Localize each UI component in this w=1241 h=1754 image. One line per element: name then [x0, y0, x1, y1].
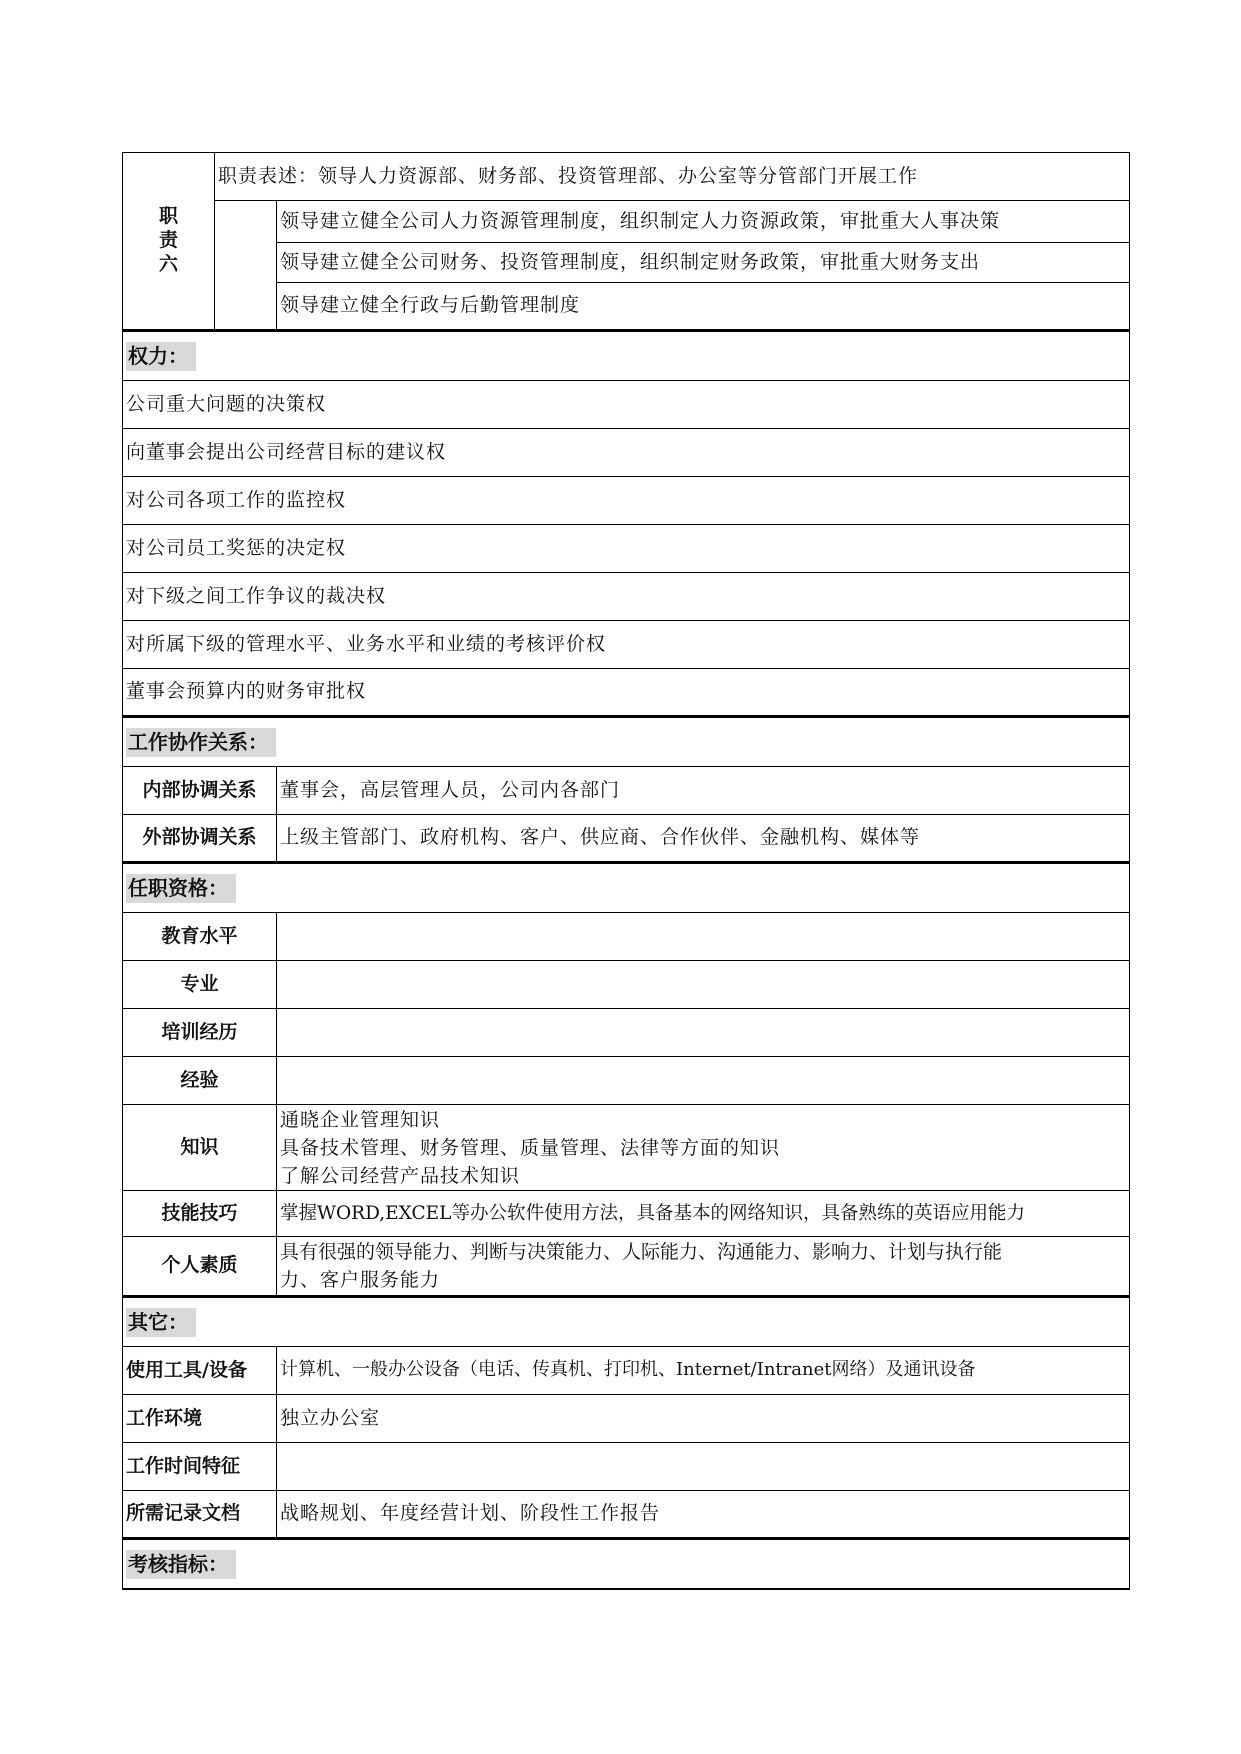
experience-value — [277, 1057, 1130, 1105]
qualification-row — [123, 1057, 1130, 1105]
job-description-table — [122, 152, 1130, 1590]
duty-label-char: 责 — [158, 229, 178, 252]
education-value — [277, 913, 1130, 961]
other-row — [123, 1395, 1130, 1443]
training-label: 培训经历 — [123, 1009, 277, 1057]
power-row — [123, 429, 1130, 477]
qualification-row — [123, 1009, 1130, 1057]
qualifications-section-row — [123, 863, 1130, 913]
qualification-row — [123, 913, 1130, 961]
other-row — [123, 1491, 1130, 1539]
cooperation-heading-cell — [123, 717, 1130, 767]
work-time-value — [277, 1443, 1130, 1491]
duty-label-char: 六 — [158, 252, 178, 275]
job-description-page — [122, 152, 1129, 1590]
training-value — [277, 1009, 1130, 1057]
power-item: 向董事会提出公司经营目标的建议权 — [123, 429, 1130, 477]
knowledge-line: 通晓企业管理知识 — [280, 1108, 441, 1131]
internal-coordination-label: 内部协调关系 — [123, 767, 277, 815]
power-row — [123, 573, 1130, 621]
internal-coordination-value: 董事会，高层管理人员，公司内各部门 — [277, 767, 1130, 815]
qualifications-heading-cell — [123, 863, 1130, 913]
cooperation-section-row — [123, 717, 1130, 767]
records-label: 所需记录文档 — [123, 1491, 277, 1539]
assessment-heading: 考核指标： — [126, 1550, 236, 1579]
assessment-section-row — [123, 1539, 1130, 1590]
power-item: 对下级之间工作争议的裁决权 — [123, 573, 1130, 621]
skills-label: 技能技巧 — [123, 1191, 277, 1237]
records-value: 战略规划、年度经营计划、阶段性工作报告 — [277, 1491, 1130, 1539]
major-label: 专业 — [123, 961, 277, 1009]
education-label: 教育水平 — [123, 913, 277, 961]
external-coordination-value: 上级主管部门、政府机构、客户、供应商、合作伙伴、金融机构、媒体等 — [277, 815, 1130, 863]
personal-quality-line: 具有很强的领导能力、判断与决策能力、人际能力、沟通能力、影响力、计划与执行能 — [280, 1241, 1003, 1263]
power-row — [123, 525, 1130, 573]
qualifications-heading: 任职资格： — [126, 874, 236, 903]
qualification-row — [123, 1105, 1130, 1191]
power-item: 董事会预算内的财务审批权 — [123, 669, 1130, 717]
knowledge-line: 具备技术管理、财务管理、质量管理、法律等方面的知识 — [280, 1136, 781, 1159]
cooperation-row — [123, 815, 1130, 863]
duty-item: 领导建立健全公司财务、投资管理制度，组织制定财务政策，审批重大财务支出 — [277, 243, 1130, 283]
power-item: 对公司各项工作的监控权 — [123, 477, 1130, 525]
duty-label-char: 职 — [158, 205, 178, 228]
powers-section-row — [123, 331, 1130, 381]
qualification-row — [123, 1237, 1130, 1297]
duty-item: 领导建立健全公司人力资源管理制度，组织制定人力资源政策，审批重大人事决策 — [277, 201, 1130, 243]
qualification-row — [123, 1191, 1130, 1237]
work-time-label: 工作时间特征 — [123, 1443, 277, 1491]
knowledge-line: 了解公司经营产品技术知识 — [280, 1164, 521, 1187]
other-row — [123, 1443, 1130, 1491]
power-item: 对所属下级的管理水平、业务水平和业绩的考核评价权 — [123, 621, 1130, 669]
power-row — [123, 381, 1130, 429]
power-item: 对公司员工奖惩的决定权 — [123, 525, 1130, 573]
duty-summary: 职责表述：领导人力资源部、财务部、投资管理部、办公室等分管部门开展工作 — [215, 153, 1130, 201]
duty-six-label — [123, 153, 215, 331]
major-value — [277, 961, 1130, 1009]
power-row — [123, 669, 1130, 717]
personal-quality-line: 力、客户服务能力 — [280, 1269, 441, 1291]
duty-item: 领导建立健全行政与后勤管理制度 — [277, 283, 1130, 331]
work-environment-value: 独立办公室 — [277, 1395, 1130, 1443]
powers-heading: 权力： — [126, 342, 196, 371]
other-heading-cell — [123, 1297, 1130, 1347]
power-row — [123, 477, 1130, 525]
power-row — [123, 621, 1130, 669]
other-section-row — [123, 1297, 1130, 1347]
duty-summary-row — [123, 153, 1130, 201]
knowledge-label: 知识 — [123, 1105, 277, 1191]
knowledge-value — [277, 1105, 1130, 1191]
tools-value: 计算机、一般办公设备（电话、传真机、打印机、Internet/Intranet网络）及通讯设备 — [277, 1347, 1130, 1395]
personal-quality-label: 个人素质 — [123, 1237, 277, 1297]
tools-label: 使用工具/设备 — [123, 1347, 277, 1395]
personal-quality-value — [277, 1237, 1130, 1297]
qualification-row — [123, 961, 1130, 1009]
external-coordination-label: 外部协调关系 — [123, 815, 277, 863]
cooperation-row — [123, 767, 1130, 815]
other-row — [123, 1347, 1130, 1395]
duty-item-spacer — [215, 201, 277, 331]
powers-heading-cell — [123, 331, 1130, 381]
work-environment-label: 工作环境 — [123, 1395, 277, 1443]
power-item: 公司重大问题的决策权 — [123, 381, 1130, 429]
other-heading: 其它： — [126, 1308, 196, 1337]
skills-value: 掌握WORD,EXCEL等办公软件使用方法，具备基本的网络知识，具备熟练的英语应用能力 — [277, 1191, 1130, 1237]
assessment-heading-cell — [123, 1539, 1130, 1590]
cooperation-heading: 工作协作关系： — [126, 728, 276, 757]
experience-label: 经验 — [123, 1057, 277, 1105]
duty-item-row — [123, 201, 1130, 243]
